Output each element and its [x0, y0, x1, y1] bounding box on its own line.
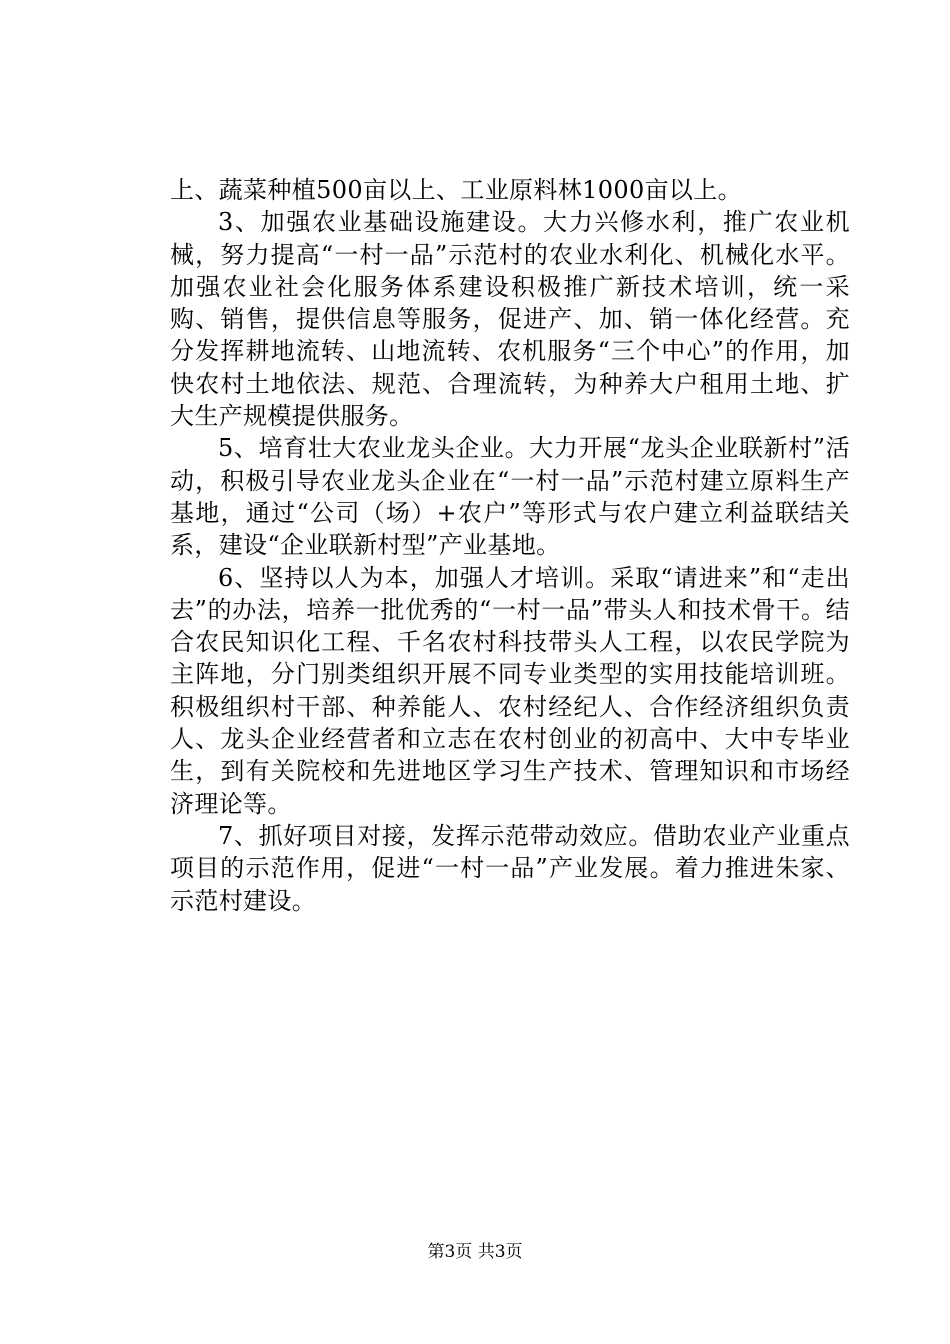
paragraph-leading-enterprises: 5、培育壮大农业龙头企业。大力开展“龙头企业联新村”活动，积极引导农业龙头企业在“一村一品”示范村建立原料生产基地，通过“公司（场）+农户”等形式与农户建立利益联结关系，建设“企业联新村型”产业基地。	[170, 434, 850, 560]
document-body	[170, 174, 850, 917]
page-footer: 第3页 共3页	[427, 1242, 523, 1262]
paragraph-infrastructure: 3、加强农业基础设施建设。大力兴修水利，推广农业机械，努力提高“一村一品”示范村的农业水利化、机械化水平。加强农业社会化服务体系建设积极推广新技术培训，统一采购、销售，提供信息等服务，促进产、加、销一体化经营。充分发挥耕地流转、山地流转、农机服务“三个中心”的作用，加快农村土地依法、规范、合理流转，为种养大户租用土地、扩大生产规模提供服务。	[170, 208, 850, 431]
paragraph-project-docking: 7、抓好项目对接，发挥示范带动效应。借助农业产业重点项目的示范作用，促进“一村一品”产业发展。着力推进朱家、示范村建设。	[170, 821, 850, 915]
paragraph-talent-training: 6、坚持以人为本，加强人才培训。采取“请进来”和“走出去”的办法，培养一批优秀的“一村一品”带头人和技术骨干。结合农民知识化工程、千名农村科技带头人工程，以农民学院为主阵地，分门别类组织开展不同专业类型的实用技能培训班。积极组织村干部、种养能人、农村经纪人、合作经济组织负责人、龙头企业经营者和立志在农村创业的初高中、大中专毕业生，到有关院校和先进地区学习生产技术、管理知识和市场经济理论等。	[170, 563, 850, 818]
paragraph-continued: 上、蔬菜种植500亩以上、工业原料林1000亩以上。	[170, 176, 742, 204]
